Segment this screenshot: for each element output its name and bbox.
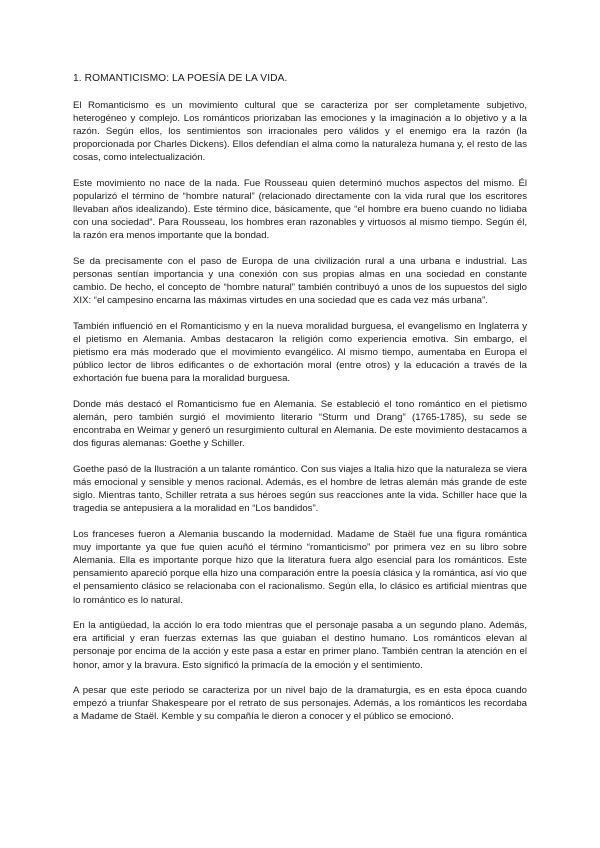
paragraph-evangelism: También influenció en el Romanticismo y en la nueva moralidad burguesa, el evangelismo en Inglaterra y el pietismo en Alemania. Ambas destacaron la religión como experiencia emotiva. Sin embargo, el pietismo era más moderado que el movimiento evangélico. Al mismo tiempo, aumentaba en Europa el público lector de libros edificantes o de exhortación moral (entre otros) y la educación a través de la exhortación fue buena para la moralidad burguesa. [73, 321, 527, 385]
paragraph-germany: Donde más destacó el Romanticismo fue en Alemania. Se estableció el tono romántico en el pietismo alemán, pero también surgió el movimiento literario “Sturm und Drang” (1765-1785), su sede se encontraba en Weimar y generó un resurgimiento cultural en Alemania. De este movimiento destacamos a dos figuras alemanas: Goethe y Schiller. [73, 399, 527, 450]
paragraph-antiquity: En la antigüedad, la acción lo era todo mientras que el personaje pasaba a un segundo plano. Además, era artificial y eran fuerzas externas las que guiaban el destino humano. Los románticos elevan al personaje por encima de la acción y este pasa a estar en primer plano. También centran la atención en el honor, amor y la bravura. Esto significó la primacía de la emoción y el sentimiento. [73, 620, 527, 671]
paragraph-stael: Los franceses fueron a Alemania buscando la modernidad. Madame de Staël fue una figura romántica muy importante ya que fue quien acuñó el término “romanticismo” por primera vez en su libro sobre Alemania. Ella es importante porque hizo que la literatura fuera algo esencial para los románticos. Este pensamiento apareció porque ella hizo una comparación entre la poesía clásica y la romántica, así vio que el pensamiento clásico se relacionaba con el racionalismo. Según ella, lo clásico es artificial mientras que lo romántico es lo natural. [73, 529, 527, 606]
paragraph-europe: Se da precisamente con el paso de Europa de una civilización rural a una urbana e industrial. Las personas sentían importancia y una conexión con sus propias almas en una sociedad en constante cambio. De hecho, el concepto de “hombre natural” también contribuyó a unos de los supuestos del siglo XIX: “el campesino encarna las máximas virtudes en una sociedad que es cada vez más urbana”. [73, 256, 527, 307]
document-title: 1. ROMANTICISMO: LA POESÍA DE LA VIDA. [73, 73, 288, 84]
paragraph-intro: El Romanticismo es un movimiento cultural que se caracteriza por ser completamente subjetivo, heterogéneo y complejo. Los románticos priorizaban las emociones y la imaginación a lo objetivo y a la razón. Según ellos, los sentimientos son irracionales pero válidos y el enemigo era la razón (la proporcionada por Charles Dickens). Ellos defendían el alma como la naturaleza humana y, el resto de las cosas, como intelectualización. [73, 100, 527, 164]
paragraph-goethe-schiller: Goethe pasó de la Ilustración a un talante romántico. Con sus viajes a Italia hizo que la naturaleza se viera más emocional y sensible y menos racional. Además, es el hombre de letras alemán más grande de este siglo. Mientras tanto, Schiller retrata a sus héroes según sus reacciones ante la vida. Schiller hace que la tragedia se antepusiera a la moralidad en “Los bandidos”. [73, 464, 527, 515]
paragraph-shakespeare: A pesar que este periodo se caracteriza por un nivel bajo de la dramaturgia, es en esta época cuando empezó a triunfar Shakespeare por el retrato de sus personajes. Además, a los románticos les recordaba a Madame de Staël. Kemble y su compañía le dieron a conocer y el público se emocionó. [73, 685, 527, 723]
paragraph-rousseau: Este movimiento no nace de la nada. Fue Rousseau quien determinó muchos aspectos del mismo. Él popularizó el término de “hombre natural” (relacionado directamente con la vida rural que los escritores llevaban años idealizando). Este término dice, básicamente, que “el hombre era bueno cuando no lidiaba con una sociedad”. Para Rousseau, los hombres eran razonables y virtuosos al mismo tiempo. Según él, la razón era menos importante que la bondad. [73, 178, 527, 242]
